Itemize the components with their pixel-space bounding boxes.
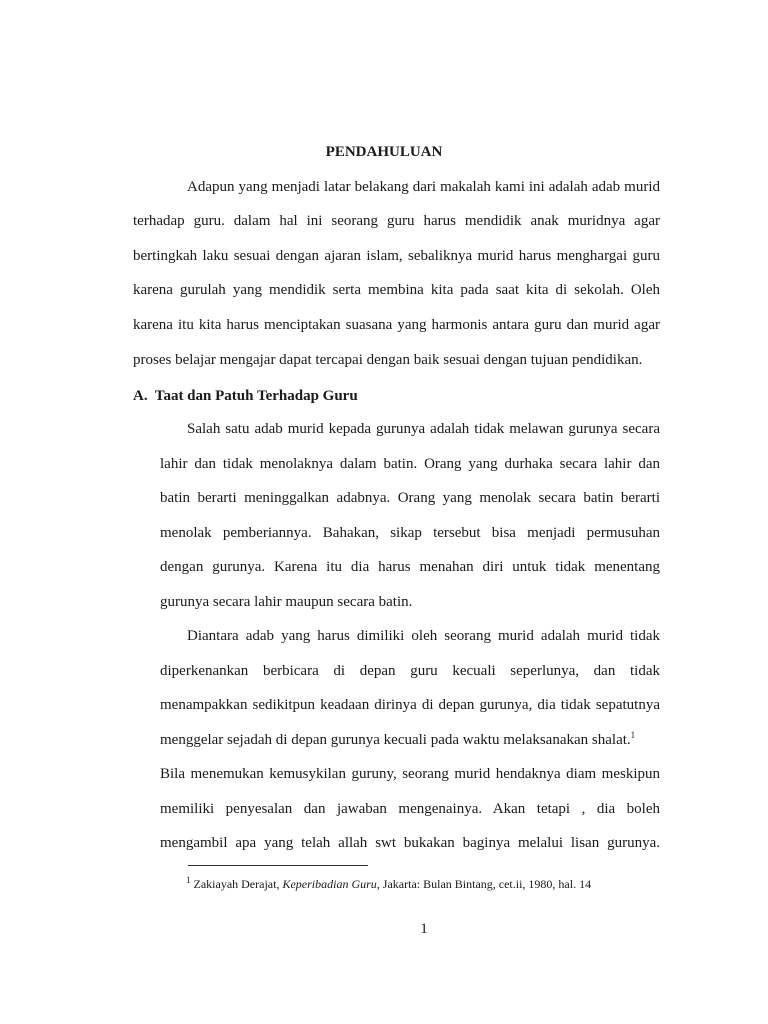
section-line: mengambil apa yang telah allah swt bukakan baginya melalui lisan gurunya.: [160, 835, 660, 851]
section-heading: A. Taat dan Patuh Terhadap Guru: [133, 388, 358, 404]
section-line: Bila menemukan kemusykilan guruny, seorang murid hendaknya diam meskipun: [160, 766, 660, 782]
footnote-reference: 1: [630, 730, 636, 740]
intro-line: proses belajar mengajar dapat tercapai dengan baik sesuai dengan tujuan pendidikan.: [133, 352, 643, 368]
intro-line: karena itu kita harus menciptakan suasana yang harmonis antara guru dan murid agar: [133, 317, 660, 333]
section-line: gurunya secara lahir maupun secara batin.: [160, 594, 413, 610]
footnote-separator: [188, 865, 368, 866]
intro-line: Adapun yang menjadi latar belakang dari makalah kami ini adalah adab murid: [187, 179, 660, 195]
section-line: dengan gurunya. Karena itu dia harus menahan diri untuk tidak menentang: [160, 559, 660, 575]
page-title: PENDAHULUAN: [325, 144, 443, 160]
section-line: menolak pemberiannya. Bahakan, sikap tersebut bisa menjadi permusuhan: [160, 525, 660, 541]
footnote-number: 1: [186, 875, 191, 885]
intro-line: karena gurulah yang mendidik serta membina kita pada saat kita di sekolah. Oleh: [133, 282, 660, 298]
footnote-publication: , Jakarta: Bulan Bintang, cet.ii, 1980, hal. 14: [376, 877, 592, 891]
line-text: menggelar sejadah di depan gurunya kecuali pada waktu melaksanakan shalat.: [160, 732, 631, 748]
section-line: diperkenankan berbicara di depan guru kecuali seperlunya, dan tidak: [160, 663, 660, 679]
footnote: [186, 875, 591, 893]
footnote-book-title: Keperibadian Guru: [282, 877, 377, 891]
section-line: menampakkan sedikitpun keadaan dirinya di depan gurunya, dia tidak sepatutnya: [160, 697, 660, 713]
section-line: batin berarti meninggalkan adabnya. Orang yang menolak secara batin berarti: [160, 490, 660, 506]
intro-line: terhadap guru. dalam hal ini seorang guru harus mendidik anak muridnya agar: [133, 213, 660, 229]
section-line: Salah satu adab murid kepada gurunya adalah tidak melawan gurunya secara: [187, 421, 660, 437]
footnote-author: Zakiayah Derajat,: [193, 877, 283, 891]
intro-line: bertingkah laku sesuai dengan ajaran islam, sebaliknya murid harus menghargai guru: [133, 248, 660, 264]
page-number: 1: [420, 921, 428, 937]
section-line: [160, 731, 635, 749]
section-line: Diantara adab yang harus dimiliki oleh seorang murid adalah murid tidak: [187, 628, 660, 644]
section-line: lahir dan tidak menolaknya dalam batin. Orang yang durhaka secara lahir dan: [160, 456, 660, 472]
section-line: memiliki penyesalan dan jawaban mengenainya. Akan tetapi , dia boleh: [160, 801, 660, 817]
